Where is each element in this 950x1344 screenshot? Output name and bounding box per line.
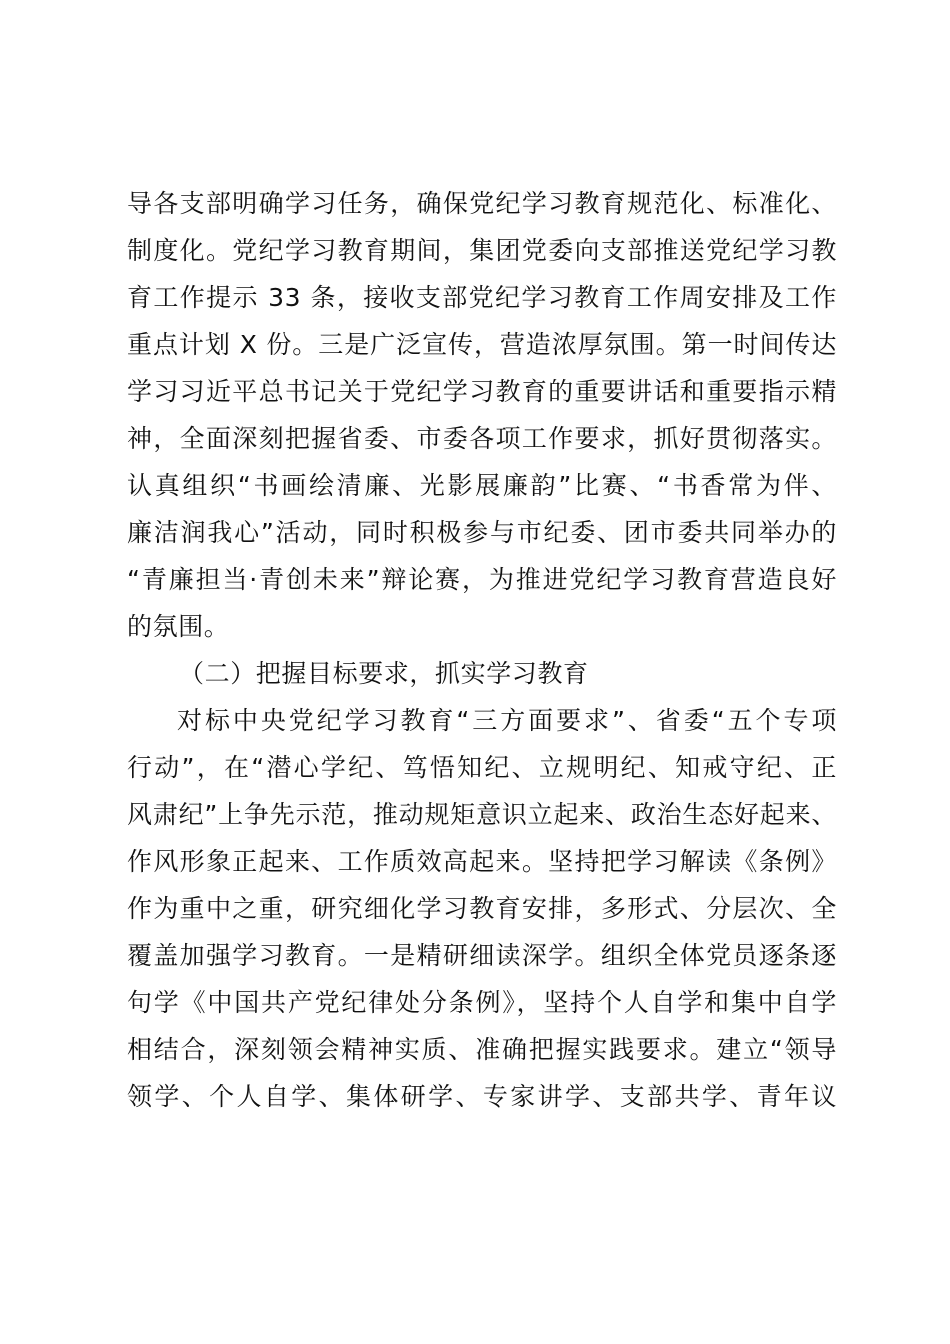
text-line: 作为重中之重，研究细化学习教育安排，多形式、分层次、全 [127, 894, 837, 923]
text-line: 的氛围。 [127, 612, 230, 641]
text-line: 覆盖加强学习教育。一是精研细读深学。组织全体党员逐条逐 [127, 941, 837, 970]
text-line: “青廉担当·青创未来”辩论赛，为推进党纪学习教育营造良好 [127, 565, 837, 594]
text-line: 神，全面深刻把握省委、市委各项工作要求，抓好贯彻落实。 [127, 424, 837, 453]
text-line: 行动”，在“潜心学纪、笃悟知纪、立规明纪、知戒守纪、正 [127, 753, 837, 782]
section-heading: （二）把握目标要求，抓实学习教育 [179, 659, 589, 688]
text-line: 作风形象正起来、工作质效高起来。坚持把学习解读《条例》 [127, 847, 837, 876]
text-line: 制度化。党纪学习教育期间，集团党委向支部推送党纪学习教 [127, 236, 837, 265]
text-line: 领学、个人自学、集体研学、专家讲学、支部共学、青年议 [127, 1082, 837, 1111]
text-line: 相结合，深刻领会精神实质、准确把握实践要求。建立“领导 [127, 1035, 837, 1064]
text-line: 风肃纪”上争先示范，推动规矩意识立起来、政治生态好起来、 [127, 800, 837, 829]
text-line: 廉洁润我心”活动，同时积极参与市纪委、团市委共同举办的 [127, 518, 837, 547]
paragraph-publicity [127, 180, 837, 650]
document-body [127, 180, 837, 1120]
paragraph-study-education [127, 697, 837, 1120]
text-line: 导各支部明确学习任务，确保党纪学习教育规范化、标准化、 [127, 189, 837, 218]
text-line: 句学《中国共产党纪律处分条例》，坚持个人自学和集中自学 [127, 988, 837, 1017]
text-line: 学习习近平总书记关于党纪学习教育的重要讲话和重要指示精 [127, 377, 837, 406]
text-line: 对标中央党纪学习教育“三方面要求”、省委“五个专项 [177, 706, 837, 735]
text-line: 重点计划 X 份。三是广泛宣传，营造浓厚氛围。第一时间传达 [127, 330, 837, 359]
text-line: 认真组织“书画绘清廉、光影展廉韵”比赛、“书香常为伴、 [127, 471, 837, 500]
text-line: 育工作提示 33 条，接收支部党纪学习教育工作周安排及工作 [127, 283, 837, 312]
